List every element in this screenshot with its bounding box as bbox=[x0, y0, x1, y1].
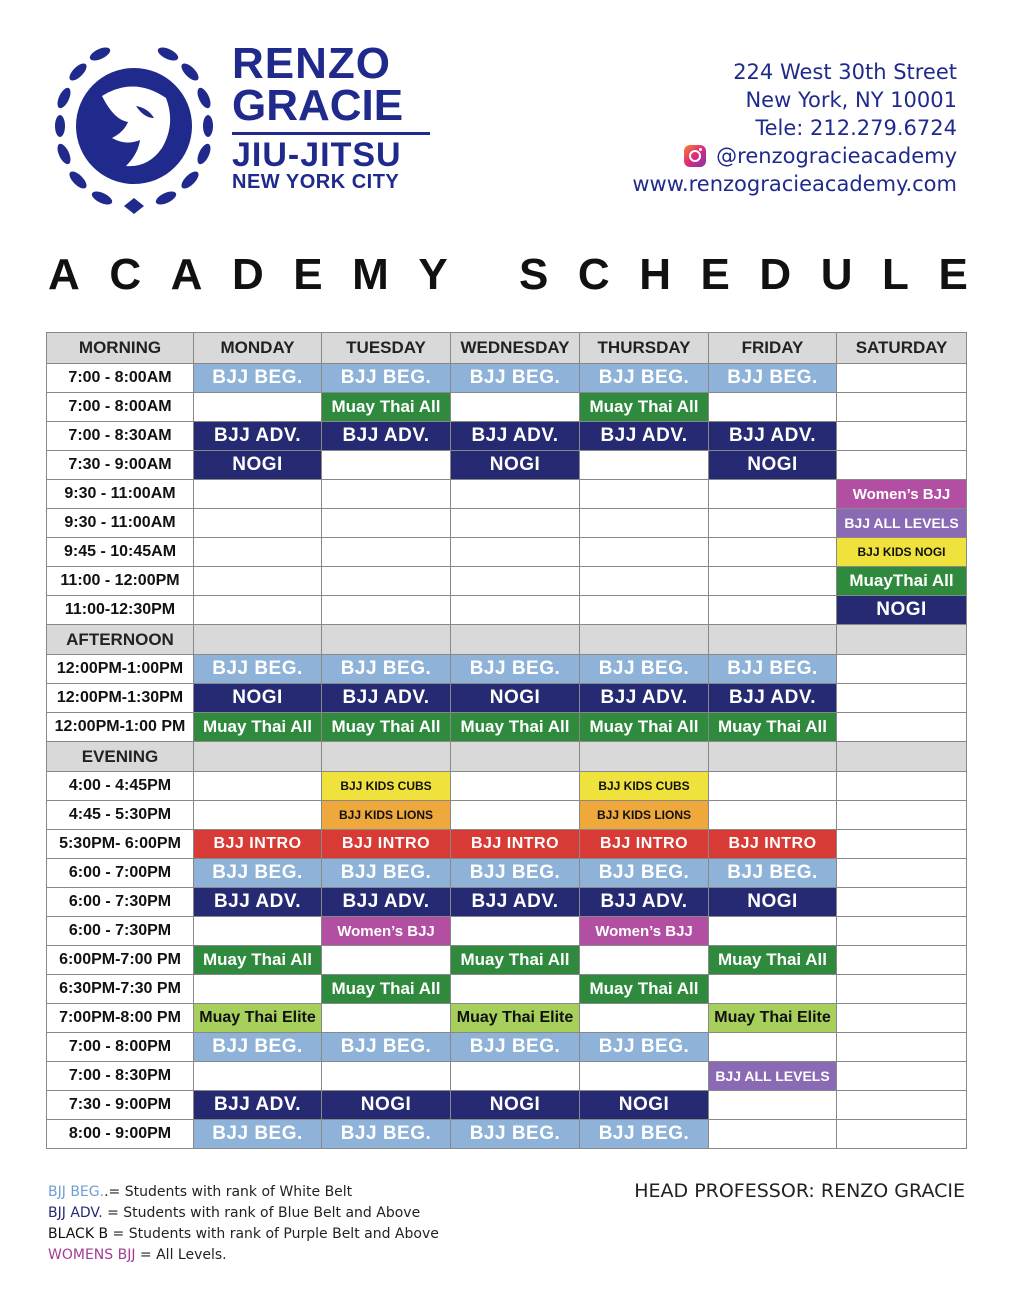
empty-cell bbox=[837, 422, 967, 451]
empty-cell bbox=[709, 917, 837, 946]
time-slot: 6:00 - 7:30PM bbox=[47, 917, 194, 946]
time-slot: 7:00 - 8:00AM bbox=[47, 364, 194, 393]
empty-cell bbox=[709, 975, 837, 1004]
day-saturday: SATURDAY bbox=[837, 333, 967, 364]
empty-cell bbox=[837, 1091, 967, 1120]
title-letter: S bbox=[518, 250, 549, 299]
empty-cell bbox=[837, 655, 967, 684]
empty-cell bbox=[451, 917, 580, 946]
class-bjj-intro: BJJ INTRO bbox=[194, 830, 322, 859]
empty-cell bbox=[837, 917, 967, 946]
class-bjj-beg: BJJ BEG. bbox=[709, 364, 837, 393]
time-slot: 9:30 - 11:00AM bbox=[47, 509, 194, 538]
website-url: www.renzogracieacademy.com bbox=[632, 172, 957, 196]
class-bjj-beg: BJJ BEG. bbox=[451, 1120, 580, 1149]
class-bjj-beg: BJJ BEG. bbox=[451, 655, 580, 684]
schedule-row bbox=[47, 975, 967, 1004]
empty-cell bbox=[709, 393, 837, 422]
empty-cell bbox=[194, 1062, 322, 1091]
section-evening: EVENING bbox=[47, 742, 194, 772]
class-nogi: NOGI bbox=[709, 888, 837, 917]
schedule-row bbox=[47, 1091, 967, 1120]
legend-women-key: WOMENS BJJ bbox=[48, 1247, 136, 1263]
legend-adv bbox=[48, 1203, 439, 1224]
empty-cell bbox=[837, 975, 967, 1004]
class-womens-bjj: Women’s BJJ bbox=[322, 917, 451, 946]
title-letter: M bbox=[352, 250, 389, 299]
schedule-row bbox=[47, 917, 967, 946]
schedule-row bbox=[47, 364, 967, 393]
schedule-row bbox=[47, 684, 967, 713]
empty-cell bbox=[580, 567, 709, 596]
class-muay-thai-elite: Muay Thai Elite bbox=[194, 1004, 322, 1033]
title-letter: L bbox=[882, 250, 909, 299]
empty-cell bbox=[837, 1120, 967, 1149]
empty-cell bbox=[837, 946, 967, 975]
instagram-row bbox=[632, 142, 957, 170]
class-muay-thai-all: Muay Thai All bbox=[322, 975, 451, 1004]
class-bjj-beg: BJJ BEG. bbox=[194, 859, 322, 888]
empty-cell bbox=[709, 538, 837, 567]
class-womens-bjj: Women’s BJJ bbox=[837, 480, 967, 509]
empty-cell bbox=[451, 393, 580, 422]
empty-cell bbox=[837, 364, 967, 393]
class-muay-thai-all: Muay Thai All bbox=[194, 713, 322, 742]
instagram-handle: @renzogracieacademy bbox=[716, 144, 957, 168]
empty-cell bbox=[451, 1062, 580, 1091]
empty-cell bbox=[837, 801, 967, 830]
empty-cell bbox=[580, 480, 709, 509]
empty-cell bbox=[709, 772, 837, 801]
page-title bbox=[48, 250, 968, 300]
class-bjj-adv: BJJ ADV. bbox=[322, 422, 451, 451]
class-bjj-beg: BJJ BEG. bbox=[580, 1120, 709, 1149]
time-slot: 4:00 - 4:45PM bbox=[47, 772, 194, 801]
header-row bbox=[47, 333, 967, 364]
class-nogi: NOGI bbox=[709, 451, 837, 480]
day-tuesday: TUESDAY bbox=[322, 333, 451, 364]
empty-cell bbox=[837, 684, 967, 713]
empty-cell bbox=[580, 538, 709, 567]
class-muay-thai-all: Muay Thai All bbox=[451, 946, 580, 975]
time-slot: 6:00PM-7:00 PM bbox=[47, 946, 194, 975]
class-nogi: NOGI bbox=[194, 451, 322, 480]
class-nogi: NOGI bbox=[580, 1091, 709, 1120]
time-slot: 4:45 - 5:30PM bbox=[47, 801, 194, 830]
brand-name bbox=[232, 39, 430, 193]
time-slot: 12:00PM-1:00PM bbox=[47, 655, 194, 684]
time-slot: 6:00 - 7:00PM bbox=[47, 859, 194, 888]
class-muay-thai-all: Muay Thai All bbox=[580, 975, 709, 1004]
time-slot: 9:30 - 11:00AM bbox=[47, 480, 194, 509]
address-street: 224 West 30th Street bbox=[733, 60, 957, 84]
empty-cell bbox=[580, 1004, 709, 1033]
empty-cell bbox=[451, 772, 580, 801]
class-bjj-adv: BJJ ADV. bbox=[322, 684, 451, 713]
section-afternoon: AFTERNOON bbox=[47, 625, 194, 655]
empty-cell bbox=[322, 451, 451, 480]
class-bjj-beg: BJJ BEG. bbox=[580, 859, 709, 888]
class-nogi: NOGI bbox=[451, 451, 580, 480]
class-muay-thai-all: Muay Thai All bbox=[580, 393, 709, 422]
class-nogi: NOGI bbox=[837, 596, 967, 625]
empty-cell bbox=[451, 538, 580, 567]
class-womens-bjj: Women’s BJJ bbox=[580, 917, 709, 946]
empty-cell bbox=[709, 1120, 837, 1149]
time-slot: 6:00 - 7:30PM bbox=[47, 888, 194, 917]
brand-line-renzo: RENZO bbox=[232, 39, 391, 88]
empty-cell bbox=[580, 451, 709, 480]
class-bjj-kids-lions: BJJ KIDS LIONS bbox=[580, 801, 709, 830]
schedule-row bbox=[47, 772, 967, 801]
time-slot: 9:45 - 10:45AM bbox=[47, 538, 194, 567]
legend-beg-text: .= Students with rank of White Belt bbox=[104, 1184, 353, 1200]
schedule-row bbox=[47, 1120, 967, 1149]
schedule-row bbox=[47, 538, 967, 567]
time-slot: 11:00 - 12:00PM bbox=[47, 567, 194, 596]
legend-adv-text: = Students with rank of Blue Belt and Above bbox=[102, 1205, 421, 1221]
class-bjj-adv: BJJ ADV. bbox=[451, 422, 580, 451]
time-slot: 5:30PM- 6:00PM bbox=[47, 830, 194, 859]
brand-line-city: NEW YORK CITY bbox=[232, 171, 400, 193]
class-bjj-adv: BJJ ADV. bbox=[194, 422, 322, 451]
class-nogi: NOGI bbox=[451, 684, 580, 713]
legend-women-text: = All Levels. bbox=[135, 1247, 227, 1263]
title-letter: A bbox=[170, 250, 203, 299]
empty-cell bbox=[837, 888, 967, 917]
class-muay-thai-all: Muay Thai All bbox=[194, 946, 322, 975]
empty-cell bbox=[194, 772, 322, 801]
class-bjj-beg: BJJ BEG. bbox=[580, 364, 709, 393]
class-bjj-beg: BJJ BEG. bbox=[322, 364, 451, 393]
class-bjj-adv: BJJ ADV. bbox=[194, 888, 322, 917]
class-bjj-beg: BJJ BEG. bbox=[709, 859, 837, 888]
empty-cell bbox=[194, 538, 322, 567]
address-city: New York, NY 10001 bbox=[745, 88, 957, 112]
section-row bbox=[47, 742, 967, 772]
schedule-row bbox=[47, 422, 967, 451]
legend-women bbox=[48, 1245, 439, 1266]
empty-cell bbox=[709, 1091, 837, 1120]
empty-cell bbox=[580, 946, 709, 975]
empty-cell bbox=[194, 801, 322, 830]
title-letter: D bbox=[759, 250, 792, 299]
title-letter: C bbox=[577, 250, 610, 299]
title-letter: C bbox=[109, 250, 142, 299]
class-bjj-beg: BJJ BEG. bbox=[322, 859, 451, 888]
schedule-row bbox=[47, 713, 967, 742]
class-bjj-beg: BJJ BEG. bbox=[194, 364, 322, 393]
empty-cell bbox=[451, 567, 580, 596]
class-bjj-beg: BJJ BEG. bbox=[194, 655, 322, 684]
time-slot: 8:00 - 9:00PM bbox=[47, 1120, 194, 1149]
class-bjj-adv: BJJ ADV. bbox=[709, 422, 837, 451]
empty-cell bbox=[837, 772, 967, 801]
class-bjj-adv: BJJ ADV. bbox=[580, 684, 709, 713]
class-muay-thai-all: Muay Thai All bbox=[322, 393, 451, 422]
title-letter: Y bbox=[418, 250, 448, 299]
schedule-row bbox=[47, 393, 967, 422]
schedule-row bbox=[47, 567, 967, 596]
empty-cell bbox=[709, 567, 837, 596]
brand-line-gracie: GRACIE bbox=[232, 81, 404, 130]
class-bjj-kids-cubs: BJJ KIDS CUBS bbox=[322, 772, 451, 801]
empty-cell bbox=[194, 480, 322, 509]
legend-beg bbox=[48, 1182, 439, 1203]
class-muay-thai-elite: Muay Thai Elite bbox=[709, 1004, 837, 1033]
class-bjj-beg: BJJ BEG. bbox=[580, 1033, 709, 1062]
schedule-row bbox=[47, 801, 967, 830]
empty-cell bbox=[322, 509, 451, 538]
class-bjj-adv: BJJ ADV. bbox=[451, 888, 580, 917]
brand-line-jiujitsu: JIU-JITSU bbox=[232, 136, 402, 174]
empty-cell bbox=[709, 480, 837, 509]
class-muay-thai-all: MuayThai All bbox=[837, 567, 967, 596]
title-letter: H bbox=[639, 250, 671, 299]
empty-cell bbox=[837, 859, 967, 888]
day-friday: FRIDAY bbox=[709, 333, 837, 364]
class-bjj-beg: BJJ BEG. bbox=[709, 655, 837, 684]
class-bjj-beg: BJJ BEG. bbox=[322, 1033, 451, 1062]
empty-cell bbox=[709, 1033, 837, 1062]
class-bjj-all-levels: BJJ ALL LEVELS bbox=[709, 1062, 837, 1091]
title-letter: A bbox=[48, 250, 80, 299]
class-bjj-beg: BJJ BEG. bbox=[451, 364, 580, 393]
schedule-row bbox=[47, 830, 967, 859]
legend-beg-key: BJJ BEG. bbox=[48, 1184, 105, 1200]
empty-cell bbox=[709, 801, 837, 830]
class-bjj-intro: BJJ INTRO bbox=[451, 830, 580, 859]
class-nogi: NOGI bbox=[322, 1091, 451, 1120]
schedule-row bbox=[47, 480, 967, 509]
legend-adv-key: BJJ ADV. bbox=[48, 1205, 103, 1221]
schedule-row bbox=[47, 1062, 967, 1091]
legend-black-key: BLACK B bbox=[48, 1226, 109, 1242]
empty-cell bbox=[837, 1033, 967, 1062]
class-nogi: NOGI bbox=[451, 1091, 580, 1120]
class-bjj-adv: BJJ ADV. bbox=[709, 684, 837, 713]
lion-head-icon bbox=[76, 68, 192, 184]
day-thursday: THURSDAY bbox=[580, 333, 709, 364]
time-slot: 7:00 - 8:00AM bbox=[47, 393, 194, 422]
time-slot: 11:00-12:30PM bbox=[47, 596, 194, 625]
class-bjj-adv: BJJ ADV. bbox=[580, 422, 709, 451]
class-bjj-beg: BJJ BEG. bbox=[580, 655, 709, 684]
class-bjj-intro: BJJ INTRO bbox=[322, 830, 451, 859]
empty-cell bbox=[322, 596, 451, 625]
class-bjj-kids-nogi: BJJ KIDS NOGI bbox=[837, 538, 967, 567]
contact-block bbox=[632, 58, 957, 198]
empty-cell bbox=[322, 1004, 451, 1033]
time-slot: 12:00PM-1:30PM bbox=[47, 684, 194, 713]
empty-cell bbox=[451, 801, 580, 830]
day-wednesday: WEDNESDAY bbox=[451, 333, 580, 364]
title-space bbox=[477, 250, 489, 300]
empty-cell bbox=[709, 509, 837, 538]
schedule-row bbox=[47, 655, 967, 684]
title-letter: E bbox=[700, 250, 730, 299]
legend bbox=[48, 1182, 439, 1266]
empty-cell bbox=[194, 567, 322, 596]
section-morning: MORNING bbox=[47, 333, 194, 364]
class-bjj-beg: BJJ BEG. bbox=[451, 859, 580, 888]
title-letter: E bbox=[938, 250, 968, 299]
empty-cell bbox=[194, 917, 322, 946]
class-bjj-beg: BJJ BEG. bbox=[451, 1033, 580, 1062]
schedule-row bbox=[47, 1033, 967, 1062]
head-professor: HEAD PROFESSOR: RENZO GRACIE bbox=[634, 1180, 965, 1202]
class-bjj-kids-lions: BJJ KIDS LIONS bbox=[322, 801, 451, 830]
empty-cell bbox=[580, 596, 709, 625]
schedule-row bbox=[47, 946, 967, 975]
phone-number: Tele: 212.279.6724 bbox=[755, 116, 957, 140]
class-bjj-adv: BJJ ADV. bbox=[580, 888, 709, 917]
legend-black-text: = Students with rank of Purple Belt and Above bbox=[108, 1226, 439, 1242]
class-muay-thai-all: Muay Thai All bbox=[709, 946, 837, 975]
class-bjj-beg: BJJ BEG. bbox=[322, 655, 451, 684]
class-nogi: NOGI bbox=[194, 684, 322, 713]
schedule-row bbox=[47, 596, 967, 625]
schedule-row bbox=[47, 888, 967, 917]
class-muay-thai-all: Muay Thai All bbox=[709, 713, 837, 742]
schedule-table bbox=[46, 332, 967, 1149]
class-muay-thai-all: Muay Thai All bbox=[580, 713, 709, 742]
empty-cell bbox=[580, 1062, 709, 1091]
empty-cell bbox=[322, 567, 451, 596]
time-slot: 7:00 - 8:30AM bbox=[47, 422, 194, 451]
empty-cell bbox=[322, 946, 451, 975]
empty-cell bbox=[451, 975, 580, 1004]
empty-cell bbox=[837, 713, 967, 742]
empty-cell bbox=[837, 393, 967, 422]
brand-divider bbox=[232, 132, 430, 135]
class-muay-thai-all: Muay Thai All bbox=[451, 713, 580, 742]
empty-cell bbox=[194, 509, 322, 538]
time-slot: 7:30 - 9:00PM bbox=[47, 1091, 194, 1120]
class-bjj-all-levels: BJJ ALL LEVELS bbox=[837, 509, 967, 538]
class-muay-thai-elite: Muay Thai Elite bbox=[451, 1004, 580, 1033]
class-bjj-intro: BJJ INTRO bbox=[709, 830, 837, 859]
empty-cell bbox=[322, 538, 451, 567]
title-letter: D bbox=[231, 250, 264, 299]
empty-cell bbox=[709, 596, 837, 625]
empty-cell bbox=[194, 393, 322, 422]
empty-cell bbox=[837, 1004, 967, 1033]
empty-cell bbox=[194, 596, 322, 625]
empty-cell bbox=[837, 1062, 967, 1091]
empty-cell bbox=[322, 1062, 451, 1091]
time-slot: 7:00 - 8:30PM bbox=[47, 1062, 194, 1091]
title-letter: E bbox=[293, 250, 323, 299]
empty-cell bbox=[451, 596, 580, 625]
time-slot: 12:00PM-1:00 PM bbox=[47, 713, 194, 742]
schedule-row bbox=[47, 451, 967, 480]
class-bjj-adv: BJJ ADV. bbox=[194, 1091, 322, 1120]
schedule-row bbox=[47, 859, 967, 888]
class-bjj-intro: BJJ INTRO bbox=[580, 830, 709, 859]
class-bjj-kids-cubs: BJJ KIDS CUBS bbox=[580, 772, 709, 801]
empty-cell bbox=[451, 509, 580, 538]
class-bjj-beg: BJJ BEG. bbox=[194, 1033, 322, 1062]
title-letter: U bbox=[820, 250, 853, 299]
time-slot: 7:30 - 9:00AM bbox=[47, 451, 194, 480]
schedule-row bbox=[47, 1004, 967, 1033]
time-slot: 7:00 - 8:00PM bbox=[47, 1033, 194, 1062]
time-slot: 7:00PM-8:00 PM bbox=[47, 1004, 194, 1033]
empty-cell bbox=[837, 830, 967, 859]
class-bjj-beg: BJJ BEG. bbox=[194, 1120, 322, 1149]
schedule-row bbox=[47, 509, 967, 538]
empty-cell bbox=[837, 451, 967, 480]
class-bjj-adv: BJJ ADV. bbox=[322, 888, 451, 917]
empty-cell bbox=[194, 975, 322, 1004]
empty-cell bbox=[322, 480, 451, 509]
class-bjj-beg: BJJ BEG. bbox=[322, 1120, 451, 1149]
day-monday: MONDAY bbox=[194, 333, 322, 364]
empty-cell bbox=[580, 509, 709, 538]
class-muay-thai-all: Muay Thai All bbox=[322, 713, 451, 742]
empty-cell bbox=[451, 480, 580, 509]
instagram-icon bbox=[684, 145, 706, 167]
section-row bbox=[47, 625, 967, 655]
time-slot: 6:30PM-7:30 PM bbox=[47, 975, 194, 1004]
legend-black bbox=[48, 1224, 439, 1245]
